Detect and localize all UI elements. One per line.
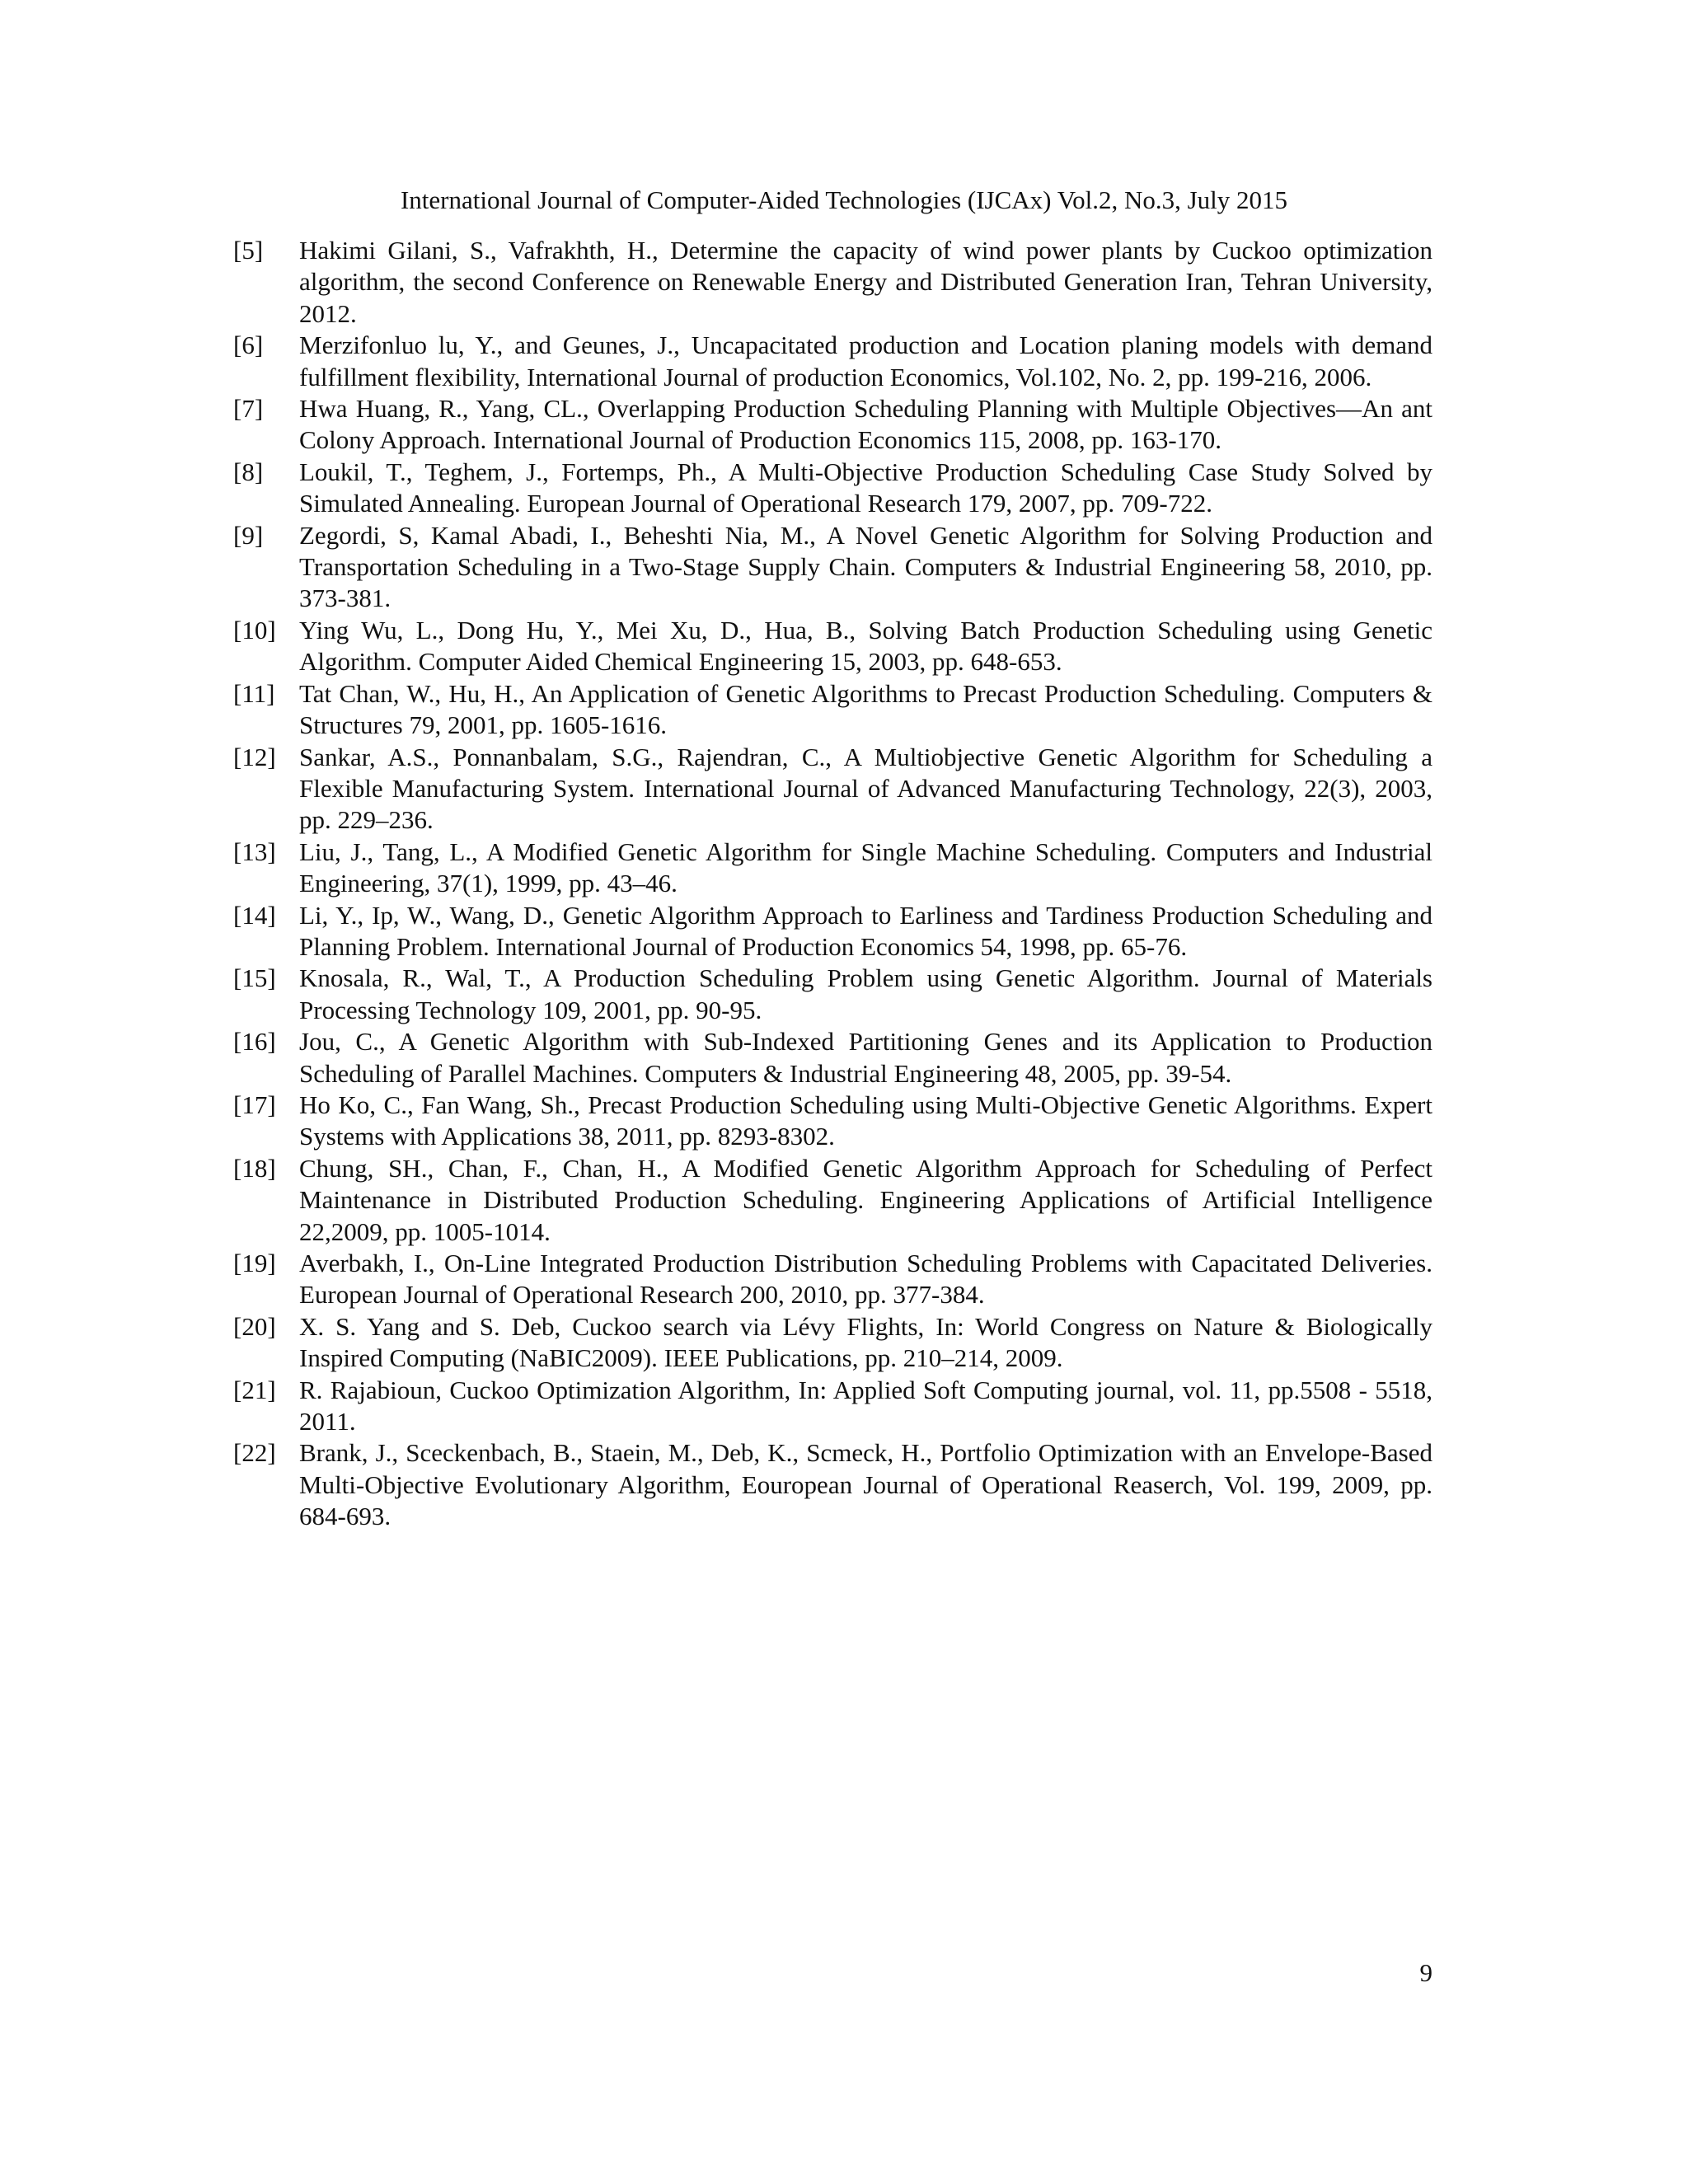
reference-item (233, 457, 1432, 520)
reference-item (233, 837, 1432, 900)
reference-number: [18] (233, 1153, 276, 1183)
reference-number: [6] (233, 330, 264, 360)
reference-number: [11] (233, 678, 275, 708)
reference-number: [15] (233, 963, 276, 993)
reference-text: Sankar, A.S., Ponnanbalam, S.G., Rajendran, C., A Multiobjective Genetic Algorithm for Scheduling a Flexible Manufacturing System. International Journal of Advanced Manufacturing Technology, 22(3), 2003, pp. 229–236. (299, 742, 1432, 835)
reference-text: Jou, C., A Genetic Algorithm with Sub-Indexed Partitioning Genes and its Application to Production Scheduling of Parallel Machines. Computers & Industrial Engineering 48, 2005, pp. 39-54. (299, 1027, 1432, 1088)
reference-text: R. Rajabioun, Cuckoo Optimization Algorithm, In: Applied Soft Computing journal, vol. 11, pp.5508 - 5518, 2011. (299, 1375, 1432, 1436)
reference-text: Chung, SH., Chan, F., Chan, H., A Modified Genetic Algorithm Approach for Scheduling of Perfect Maintenance in Distributed Production Scheduling. Engineering Applications of Artificial Intelligence 22,2009, pp. 1005-1014. (299, 1153, 1432, 1246)
reference-text: Hakimi Gilani, S., Vafrakhth, H., Determine the capacity of wind power plants by Cuckoo optimization algorithm, the second Conference on Renewable Energy and Distributed Generation Iran, Tehran University, 2012. (299, 236, 1432, 328)
reference-item (233, 1026, 1432, 1090)
reference-number: [7] (233, 394, 264, 424)
running-header: International Journal of Computer-Aided Technologies (IJCAx) Vol.2, No.3, July 2015 (400, 185, 1288, 214)
reference-text: Zegordi, S, Kamal Abadi, I., Beheshti Nia, M., A Novel Genetic Algorithm for Solving Production and Transportation Scheduling in a Two-Stage Supply Chain. Computers & Industrial Engineering 58, 2010, pp. 373-381. (299, 520, 1432, 613)
reference-text: Ho Ko, C., Fan Wang, Sh., Precast Production Scheduling using Multi-Objective Genetic Algorithms. Expert Systems with Applications 38, 2011, pp. 8293-8302. (299, 1090, 1432, 1151)
reference-item (233, 393, 1432, 457)
reference-number: [12] (233, 742, 276, 771)
reference-item (233, 235, 1432, 330)
reference-number: [17] (233, 1090, 276, 1119)
reference-number: [9] (233, 520, 264, 550)
reference-number: [20] (233, 1311, 276, 1341)
reference-text: Liu, J., Tang, L., A Modified Genetic Algorithm for Single Machine Scheduling. Computers and Industrial Engineering, 37(1), 1999, pp. 43–46. (299, 837, 1432, 898)
reference-number: [19] (233, 1249, 276, 1277)
reference-item (233, 1437, 1432, 1532)
reference-number: [5] (233, 236, 264, 265)
reference-item (233, 330, 1432, 393)
reference-text: X. S. Yang and S. Deb, Cuckoo search via Lévy Flights, In: World Congress on Nature & Biologically Inspired Computing (NaBIC2009). IEEE Publications, pp. 210–214, 2009. (299, 1311, 1432, 1373)
page-number: 9 (1419, 1958, 1432, 1987)
reference-text: Hwa Huang, R., Yang, CL., Overlapping Production Scheduling Planning with Multiple Objectives—An ant Colony Approach. International Journal of Production Economics 115, 2008, pp. 163-170. (299, 394, 1432, 455)
reference-item (233, 1375, 1432, 1438)
reference-number: [13] (233, 837, 276, 866)
reference-text: Loukil, T., Teghem, J., Fortemps, Ph., A Multi-Objective Production Scheduling Case Study Solved by Simulated Annealing. European Journal of Operational Research 179, 2007, pp. 709-722. (299, 457, 1432, 518)
reference-text: Knosala, R., Wal, T., A Production Scheduling Problem using Genetic Algorithm. Journal of Materials Processing Technology 109, 2001, pp. 90-95. (299, 963, 1432, 1024)
reference-number: [16] (233, 1027, 276, 1057)
reference-item (233, 963, 1432, 1026)
reference-item (233, 1153, 1432, 1248)
reference-number: [21] (233, 1375, 276, 1404)
reference-item (233, 900, 1432, 963)
reference-text: Ying Wu, L., Dong Hu, Y., Mei Xu, D., Hua, B., Solving Batch Production Scheduling using Genetic Algorithm. Computer Aided Chemical Engineering 15, 2003, pp. 648-653. (299, 615, 1432, 677)
reference-item (233, 520, 1432, 615)
reference-number: [14] (233, 900, 276, 930)
reference-list (233, 235, 1432, 1533)
reference-item (233, 1311, 1432, 1375)
reference-item (233, 742, 1432, 837)
reference-number: [22] (233, 1438, 276, 1468)
reference-text: Tat Chan, W., Hu, H., An Application of Genetic Algorithms to Precast Production Scheduling. Computers & Structures 79, 2001, pp. 1605-1616. (299, 678, 1432, 740)
reference-item (233, 615, 1432, 678)
reference-number: [8] (233, 457, 264, 486)
reference-item (233, 678, 1432, 742)
reference-number: [10] (233, 615, 276, 644)
reference-text: Li, Y., Ip, W., Wang, D., Genetic Algorithm Approach to Earliness and Tardiness Production Scheduling and Planning Problem. International Journal of Production Economics 54, 1998, pp. 65-76. (299, 900, 1432, 961)
reference-text: Merzifonluo lu, Y., and Geunes, J., Uncapacitated production and Location planing models with demand fulfillment flexibility, International Journal of production Economics, Vol.102, No. 2, pp. 199-216, 2006. (299, 330, 1432, 391)
reference-item (233, 1090, 1432, 1153)
reference-text: Brank, J., Sceckenbach, B., Staein, M., Deb, K., Scmeck, H., Portfolio Optimization with an Envelope-Based Multi-Objective Evolutionary Algorithm, Eouropean Journal of Operational Reaserch, Vol. 199, 2009, pp. 684-693. (299, 1438, 1432, 1531)
reference-text: Averbakh, I., On-Line Integrated Production Distribution Scheduling Problems with Capacitated Deliveries. European Journal of Operational Research 200, 2010, pp. 377-384. (299, 1249, 1432, 1310)
reference-item (233, 1248, 1432, 1311)
